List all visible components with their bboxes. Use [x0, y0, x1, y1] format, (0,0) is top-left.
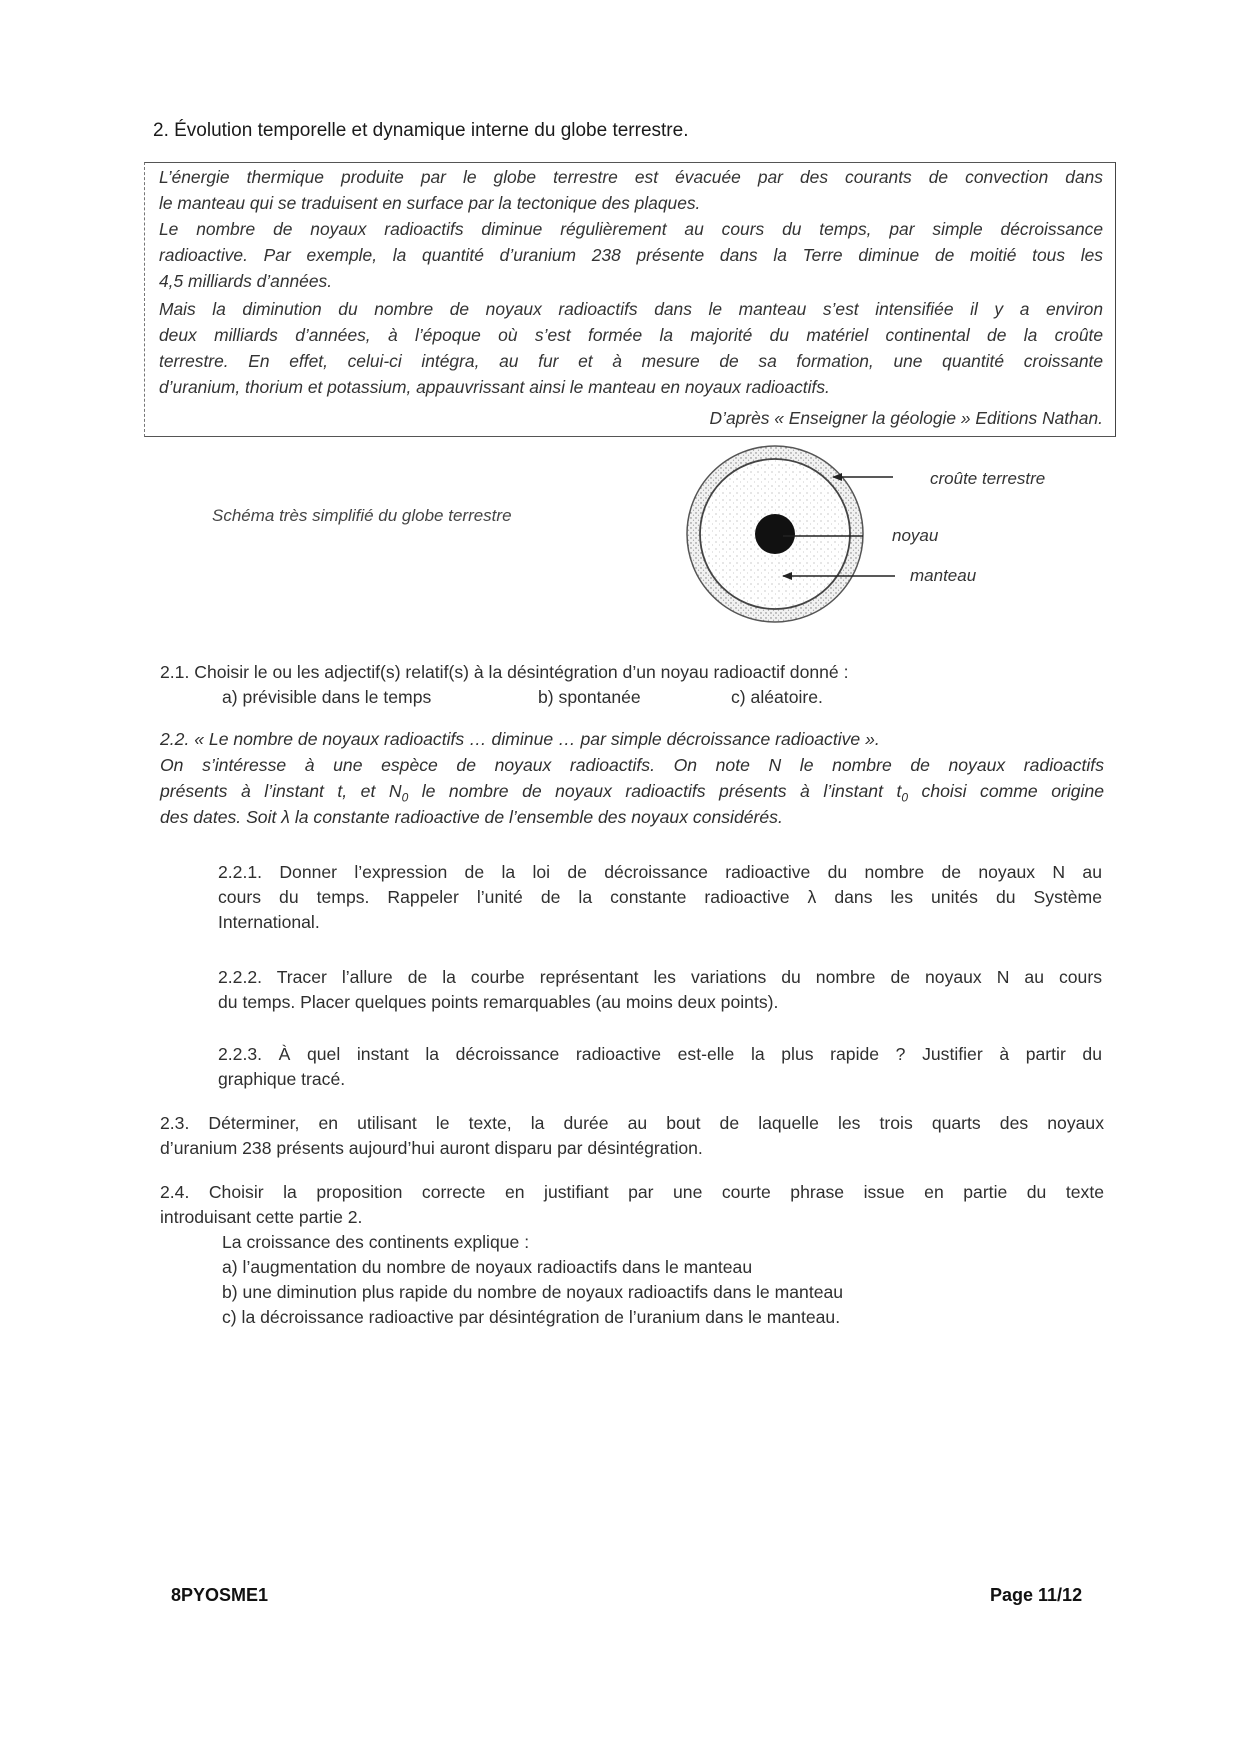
option-2-1-b: b) spontanée [538, 687, 641, 707]
excerpt-source: D’après « Enseigner la géologie » Editions Nathan. [709, 408, 1103, 428]
question-2-2-1-line: cours du temps. Rappeler l’unité de la constante radioactive λ dans les unités du Système [218, 887, 1102, 907]
excerpt-line: L’énergie thermique produite par le globe terrestre est évacuée par des courants de convection dans [159, 167, 1103, 187]
option-2-1-c: c) aléatoire. [731, 687, 823, 707]
option-2-4-c: c) la décroissance radioactive par désintégration de l’uranium dans le manteau. [222, 1307, 841, 1327]
question-2-4-lead: La croissance des continents explique : [222, 1232, 530, 1252]
excerpt-line: deux milliards d’années, à l’époque où s’est formée la majorité du matériel continental de la croûte [159, 325, 1103, 345]
label-mantle: manteau [910, 566, 977, 585]
excerpt-line: Le nombre de noyaux radioactifs diminue régulièrement au cours du temps, par simple décroissance [159, 219, 1103, 239]
question-2-2-1-line: International. [218, 912, 320, 932]
diagram-caption: Schéma très simplifié du globe terrestre [212, 506, 512, 525]
question-2-2-3-line: graphique tracé. [218, 1069, 346, 1089]
question-2-2-line: présents à l’instant t, et $N_0$ le nombre de noyaux radioactifs présents à l’instant $t_0$ choisi comme origine [160, 781, 1105, 805]
excerpt-line: 4,5 milliards d’années. [159, 271, 333, 291]
excerpt-line: d’uranium, thorium et potassium, appauvrissant ainsi le manteau en noyaux radioactifs. [159, 377, 830, 397]
excerpt-line: terrestre. En effet, celui-ci intégra, au fur et à mesure de sa formation, une quantité croissante [159, 351, 1103, 371]
question-2-3-line: 2.3. Déterminer, en utilisant le texte, la durée au bout de laquelle les trois quarts des noyaux [160, 1113, 1104, 1133]
question-2-2-line: des dates. Soit λ la constante radioactive de l’ensemble des noyaux considérés. [160, 807, 783, 827]
question-2-2-2-line: 2.2.2. Tracer l’allure de la courbe représentant les variations du nombre de noyaux N au cours [218, 967, 1102, 987]
core-disc [755, 514, 795, 554]
excerpt-line: radioactive. Par exemple, la quantité d’uranium 238 présente dans la Terre diminue de moitié tous les [159, 245, 1103, 265]
excerpt-line: le manteau qui se traduisent en surface par la tectonique des plaques. [159, 193, 701, 213]
question-2-2-intro: 2.2. « Le nombre de noyaux radioactifs … diminue … par simple décroissance radioactive ». [160, 729, 880, 749]
label-core: noyau [892, 526, 939, 545]
section-title: 2. Évolution temporelle et dynamique interne du globe terrestre. [153, 120, 689, 141]
document-excerpt-box [144, 162, 1116, 437]
footer-page-number: Page 11/12 [990, 1585, 1083, 1605]
label-crust: croûte terrestre [930, 469, 1046, 488]
question-2-2-line: On s’intéresse à une espèce de noyaux radioactifs. On note N le nombre de noyaux radioactifs [160, 755, 1104, 775]
option-2-4-b: b) une diminution plus rapide du nombre de noyaux radioactifs dans le manteau [222, 1282, 844, 1302]
excerpt-line: Mais la diminution du nombre de noyaux radioactifs dans le manteau s’est intensifiée il y a environ [159, 299, 1103, 319]
option-2-4-a: a) l’augmentation du nombre de noyaux radioactifs dans le manteau [222, 1257, 753, 1277]
question-2-1: 2.1. Choisir le ou les adjectif(s) relatif(s) à la désintégration d’un noyau radioactif donné : [160, 662, 849, 682]
question-2-3-line: d’uranium 238 présents aujourd’hui auront disparu par désintégration. [160, 1138, 703, 1158]
option-2-1-a: a) prévisible dans le temps [222, 687, 432, 707]
question-2-2-2-line: du temps. Placer quelques points remarquables (au moins deux points). [218, 992, 779, 1012]
question-2-2-3-line: 2.2.3. À quel instant la décroissance radioactive est-elle la plus rapide ? Justifier à partir du [218, 1044, 1102, 1064]
footer-code: 8PYOSME1 [171, 1585, 269, 1605]
question-2-2-1-line: 2.2.1. Donner l’expression de la loi de décroissance radioactive du nombre de noyaux N au [218, 862, 1102, 882]
question-2-4-line: introduisant cette partie 2. [160, 1207, 363, 1227]
question-2-4-line: 2.4. Choisir la proposition correcte en justifiant par une courte phrase issue en partie du texte [160, 1182, 1104, 1202]
